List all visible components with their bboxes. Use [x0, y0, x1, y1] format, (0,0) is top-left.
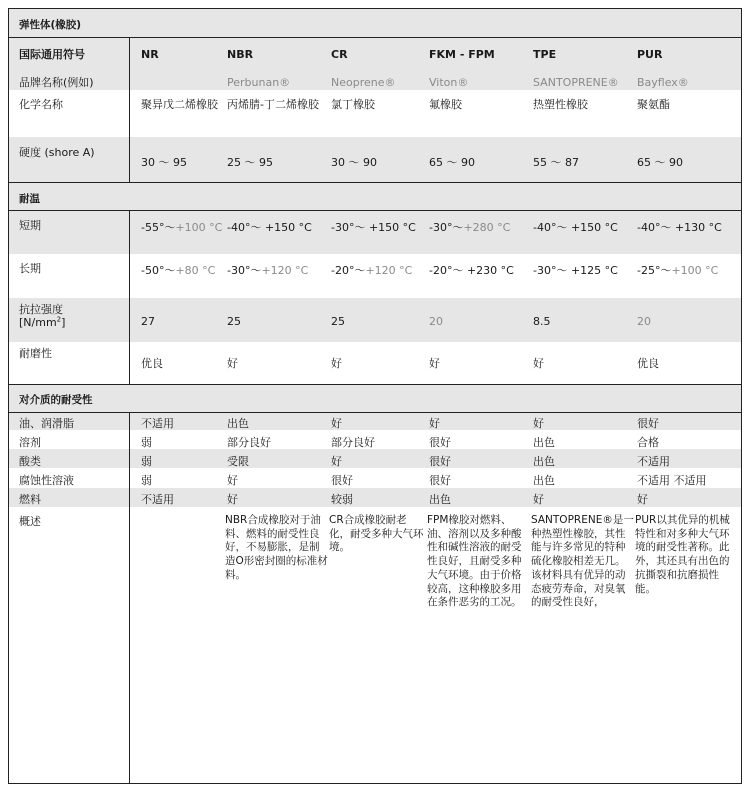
- column-header-tpe: TPE: [533, 48, 557, 61]
- long-term-temperature: [331, 264, 412, 277]
- acid-value: 好: [331, 455, 342, 468]
- abrasion-value: 好: [331, 357, 342, 370]
- elastomer-table: [8, 8, 742, 784]
- long-term-temperature: [637, 264, 718, 277]
- column-header-nbr: NBR: [227, 48, 254, 61]
- tensile-unit-end: ]: [61, 316, 66, 329]
- temperature-min: -30°～: [429, 221, 464, 234]
- fuel-value: 好: [637, 493, 648, 506]
- row-label-solvent: 溶剂: [19, 436, 41, 449]
- overview-text: FPM橡胶对燃料、油、溶剂以及多种酸性和碱性溶液的耐受性良好，且耐受多种大气环境。由于价格较高，这种橡胶多用在条件恶劣的工况。: [427, 514, 522, 609]
- temperature-min: -20°～ +230 °C: [429, 264, 514, 277]
- solvent-value: 部分良好: [227, 436, 271, 449]
- brand-value: Viton®: [429, 76, 469, 89]
- rule: [9, 412, 741, 413]
- temperature-max: +280 °C: [463, 221, 511, 234]
- brand-value: Bayflex®: [637, 76, 689, 89]
- temperature-min: -55°～: [141, 221, 176, 234]
- column-header-nr: NR: [141, 48, 159, 61]
- column-divider: [129, 210, 130, 384]
- band-oil: [9, 412, 741, 430]
- solvent-value: 弱: [141, 436, 152, 449]
- chemical-name-value: 聚氨酯: [637, 98, 670, 111]
- oil-grease-value: 不适用: [141, 417, 174, 430]
- column-divider: [129, 37, 130, 182]
- short-term-temperature: [227, 221, 312, 234]
- chemical-name-value: 热塑性橡胶: [533, 98, 588, 111]
- short-term-temperature: [429, 221, 510, 234]
- overview-text: NBR合成橡胶对于油料、燃料的耐受性良好，不易膨胀，是制造O形密封圈的标准材料。: [225, 514, 328, 581]
- temperature-min: -40°～ +130 °C: [637, 221, 722, 234]
- acid-value: 出色: [533, 455, 555, 468]
- hardness-value: 55 ～ 87: [533, 156, 579, 169]
- solvent-value: 部分良好: [331, 436, 375, 449]
- caustic-solution-value: 很好: [429, 474, 451, 487]
- temperature-min: -30°～: [227, 264, 262, 277]
- temperature-max: +120 °C: [261, 264, 309, 277]
- row-label-oil-grease: 油、润滑脂: [19, 417, 74, 430]
- temperature-max: +80 °C: [175, 264, 216, 277]
- short-term-temperature: [331, 221, 416, 234]
- brand-value: Perbunan®: [227, 76, 291, 89]
- acid-value: 很好: [429, 455, 451, 468]
- overview-text: PUR以其优异的机械特性和对多种大气环境的耐受性著称。此外，其还具有出色的抗撕裂和抗磨损性能。: [635, 514, 730, 595]
- fuel-value: 好: [533, 493, 544, 506]
- table-title: 弹性体(橡胶): [19, 19, 82, 31]
- fuel-value: 不适用: [141, 493, 174, 506]
- tensile-value: 20: [429, 315, 443, 328]
- caustic-solution-value: 好: [227, 474, 238, 487]
- oil-grease-value: 很好: [637, 417, 659, 430]
- hardness-value: 65 ～ 90: [637, 156, 683, 169]
- brand-value: SANTOPRENE®: [533, 76, 619, 89]
- short-term-temperature: [637, 221, 722, 234]
- short-term-temperature: [533, 221, 618, 234]
- row-label-overview: 概述: [19, 515, 41, 528]
- solvent-value: 很好: [429, 436, 451, 449]
- column-header-pur: PUR: [637, 48, 663, 61]
- tensile-label-line1: 抗拉强度: [19, 303, 63, 316]
- abrasion-value: 好: [533, 357, 544, 370]
- hardness-value: 65 ～ 90: [429, 156, 475, 169]
- rule: [9, 37, 741, 38]
- hardness-value: 30 ～ 90: [331, 156, 377, 169]
- abrasion-value: 好: [227, 357, 238, 370]
- temperature-min: -25°～: [637, 264, 672, 277]
- overview-text: CR合成橡胶耐老化，耐受多种大气环境。: [329, 514, 424, 554]
- solvent-value: 出色: [533, 436, 555, 449]
- acid-value: 不适用: [637, 455, 670, 468]
- band-acid: [9, 449, 741, 468]
- tensile-value: 25: [227, 315, 241, 328]
- row-label-fuel: 燃料: [19, 493, 41, 506]
- acid-value: 受限: [227, 455, 249, 468]
- band-temp-section: [9, 182, 741, 210]
- chemical-name-value: 聚异戊二烯橡胶: [141, 98, 218, 111]
- long-term-temperature: [429, 264, 514, 277]
- oil-grease-value: 好: [533, 417, 544, 430]
- band-fuel: [9, 488, 741, 507]
- hardness-value: 30 ～ 95: [141, 156, 187, 169]
- chemical-name-value: 氟橡胶: [429, 98, 462, 111]
- abrasion-value: 优良: [637, 357, 659, 370]
- chemical-name-value: 氯丁橡胶: [331, 98, 375, 111]
- tensile-unit: [N/mm: [19, 316, 57, 329]
- overview-text: SANTOPRENE®是一种热塑性橡胶，其性能与许多常见的特种硫化橡胶相差无几。该材料具有优异的动态疲劳寿命，对臭氧的耐受性良好，: [531, 514, 634, 609]
- rule: [9, 384, 741, 385]
- title-band: [9, 9, 741, 37]
- temperature-min: -20°～: [331, 264, 366, 277]
- row-label-abrasion: 耐磨性: [19, 347, 52, 360]
- abrasion-value: 优良: [141, 357, 163, 370]
- acid-value: 弱: [141, 455, 152, 468]
- rule: [9, 182, 741, 183]
- temperature-max: +100 °C: [175, 221, 223, 234]
- temperature-min: -30°～ +125 °C: [533, 264, 618, 277]
- tensile-unit-exponent: 2: [56, 315, 62, 324]
- row-label-tensile: [19, 303, 65, 329]
- temperature-max: +120 °C: [365, 264, 413, 277]
- oil-grease-value: 出色: [227, 417, 249, 430]
- tensile-value: 20: [637, 315, 651, 328]
- temperature-min: -30°～ +150 °C: [331, 221, 416, 234]
- column-divider: [129, 412, 130, 784]
- header-band: [9, 37, 741, 69]
- fuel-value: 出色: [429, 493, 451, 506]
- tensile-value: 25: [331, 315, 345, 328]
- temperature-min: -40°～ +150 °C: [227, 221, 312, 234]
- abrasion-value: 好: [429, 357, 440, 370]
- row-label-short-term: 短期: [19, 219, 41, 232]
- rule: [9, 210, 741, 211]
- column-header-cr: CR: [331, 48, 348, 61]
- caustic-solution-value: 弱: [141, 474, 152, 487]
- tensile-value: 8.5: [533, 315, 551, 328]
- long-term-temperature: [227, 264, 308, 277]
- header-label: 国际通用符号: [19, 48, 85, 61]
- oil-grease-value: 好: [331, 417, 342, 430]
- band-tensile: [9, 298, 741, 342]
- tensile-value: 27: [141, 315, 155, 328]
- row-label-acid: 酸类: [19, 455, 41, 468]
- caustic-solution-value: 很好: [331, 474, 353, 487]
- row-label-caustic-solution: 腐蚀性溶液: [19, 474, 74, 487]
- fuel-value: 好: [227, 493, 238, 506]
- brand-value: Neoprene®: [331, 76, 396, 89]
- column-header-fkm: FKM - FPM: [429, 48, 495, 61]
- row-label-long-term: 长期: [19, 262, 41, 275]
- caustic-solution-value: 不适用 不适用: [637, 474, 707, 487]
- row-label-chemical-name: 化学名称: [19, 98, 63, 111]
- temperature-min: -50°～: [141, 264, 176, 277]
- chemical-name-value: 丙烯腈-丁二烯橡胶: [227, 98, 319, 111]
- temperature-min: -40°～ +150 °C: [533, 221, 618, 234]
- long-term-temperature: [141, 264, 215, 277]
- band-media-section: [9, 384, 741, 412]
- fuel-value: 较弱: [331, 493, 353, 506]
- section-temperature: 耐温: [19, 193, 40, 205]
- row-label-brand: 品牌名称(例如): [19, 76, 94, 89]
- caustic-solution-value: 出色: [533, 474, 555, 487]
- short-term-temperature: [141, 221, 222, 234]
- oil-grease-value: 好: [429, 417, 440, 430]
- temperature-max: +100 °C: [671, 264, 719, 277]
- long-term-temperature: [533, 264, 618, 277]
- solvent-value: 合格: [637, 436, 659, 449]
- section-media: 对介质的耐受性: [19, 394, 93, 406]
- hardness-value: 25 ～ 95: [227, 156, 273, 169]
- row-label-hardness: 硬度 (shore A): [19, 146, 95, 159]
